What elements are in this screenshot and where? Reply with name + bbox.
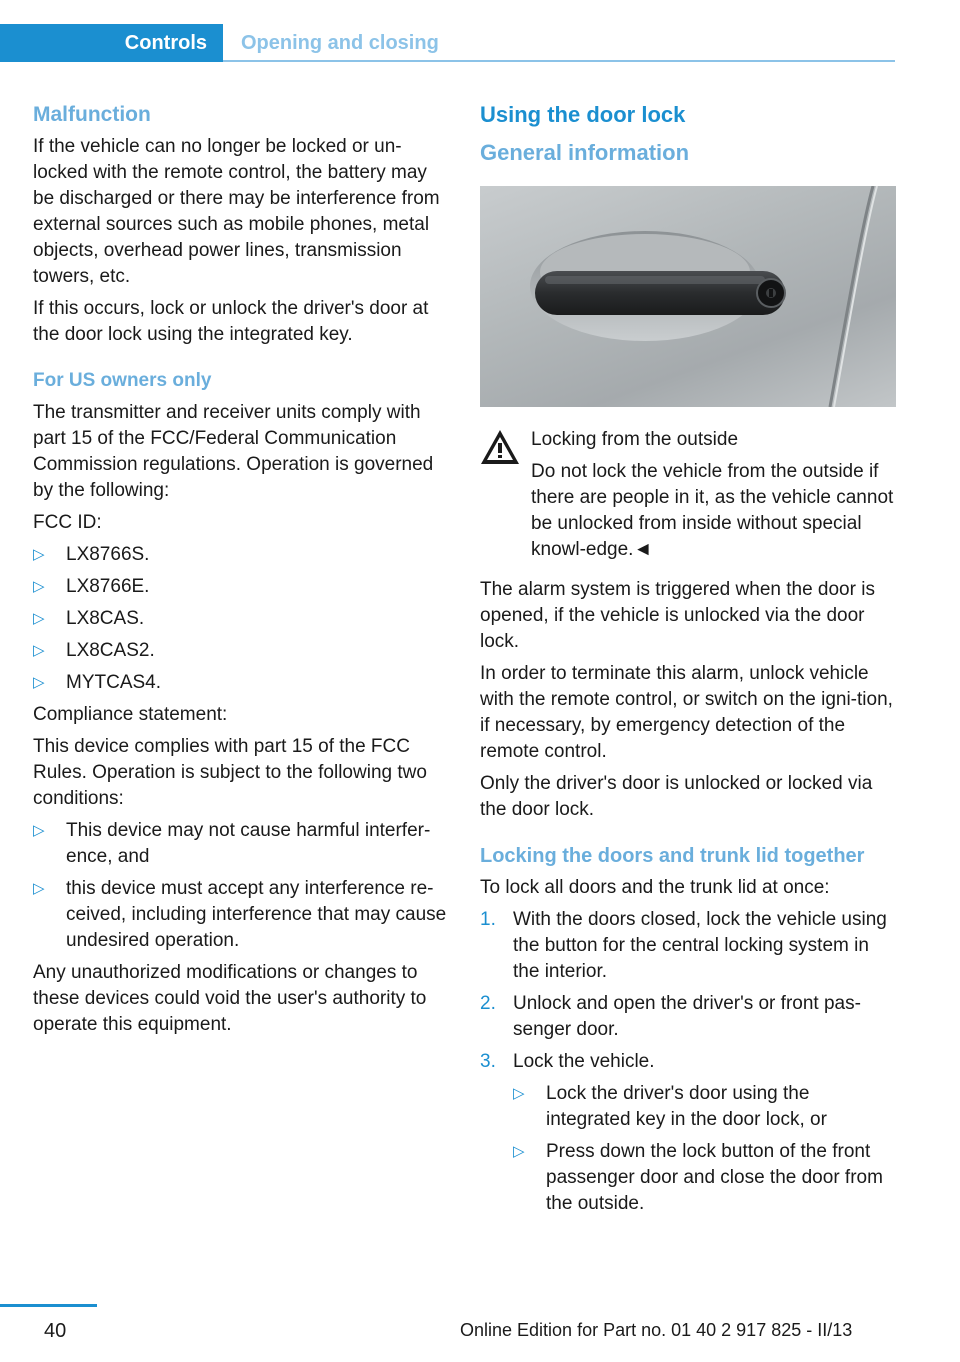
list-item: ▷ this device must accept any interference re-ceived, including interference that may cause undesired operation. — [33, 878, 447, 951]
conditions-list — [33, 818, 449, 954]
compliance-label: Compliance statement: — [33, 704, 228, 725]
step-number: 3. — [480, 1051, 496, 1072]
steps-list — [480, 907, 896, 1217]
door-handle-illustration — [480, 186, 896, 407]
list-item: ▷ LX8CAS2. — [33, 638, 449, 664]
section-tab: Controls — [0, 24, 223, 62]
general-info-heading: General information — [480, 140, 690, 165]
list-item: ▷ LX8766S. — [33, 542, 449, 568]
us-owners-paragraph: The transmitter and receiver units comply with part 15 of the FCC/Federal Communication Commission regulations. Operation is governed by the following: — [33, 402, 434, 501]
door-lock-heading: Using the door lock — [480, 102, 686, 127]
header-divider — [223, 60, 895, 62]
malfunction-heading: Malfunction — [33, 103, 151, 126]
left-column — [33, 102, 449, 1044]
page-header — [0, 24, 895, 62]
list-item: ▷ Lock the driver's door using the integrated key in the door lock, or — [513, 1083, 827, 1130]
triangle-right-icon: ▷ — [33, 674, 45, 691]
together-intro: To lock all doors and the trunk lid at once: — [480, 877, 830, 898]
list-item: ▷ LX8766E. — [33, 574, 449, 600]
warning-triangle-icon — [480, 429, 520, 465]
compliance-paragraph: This device complies with part 15 of the FCC Rules. Operation is subject to the following two conditions: — [33, 736, 427, 809]
step-number: 1. — [480, 909, 496, 930]
list-item: ▷ Press down the lock button of the front passenger door and close the door from the outside. — [513, 1141, 883, 1214]
malfunction-paragraph-2: If this occurs, lock or unlock the driver's door at the door lock using the integrated key. — [33, 298, 429, 345]
alarm-paragraph-1: The alarm system is triggered when the door is opened, if the vehicle is unlocked via the door lock. — [480, 579, 875, 652]
triangle-right-icon: ▷ — [33, 880, 45, 897]
us-owners-heading: For US owners only — [33, 370, 212, 391]
footer-divider — [0, 1304, 97, 1307]
right-column — [480, 102, 896, 1223]
triangle-right-icon: ▷ — [513, 1085, 525, 1102]
alarm-paragraph-2: In order to terminate this alarm, unlock vehicle with the remote control, or switch on the igni-tion, if necessary, by emergency detection of the remote control. — [480, 663, 893, 762]
together-heading: Locking the doors and trunk lid together — [480, 845, 865, 867]
edition-text: Online Edition for Part no. 01 40 2 917 825 - II/13 — [460, 1320, 853, 1340]
door-handle-image — [480, 186, 896, 407]
list-item: ▷ This device may not cause harmful interfer-ence, and — [33, 820, 431, 867]
warning-body: Do not lock the vehicle from the outside if there are people in it, as the vehicle cannot be unlocked from inside without special knowl-edge.◄ — [531, 461, 894, 560]
page-number: 40 — [44, 1320, 67, 1342]
alarm-paragraph-3: Only the driver's door is unlocked or locked via the door lock. — [480, 773, 873, 820]
list-item: 1. With the doors closed, lock the vehicle using the button for the central locking system in the interior. — [480, 909, 887, 982]
closing-paragraph: Any unauthorized modifications or changes to these devices could void the user's authority to operate this equipment. — [33, 962, 427, 1035]
triangle-right-icon: ▷ — [33, 578, 45, 595]
triangle-right-icon: ▷ — [33, 642, 45, 659]
list-item: 3. Lock the vehicle. ▷ Lock the driver's door using the integrated key in the door lock, or ▷ Press down the lock button of the front passenger door and close the door from the outside. — [480, 1049, 896, 1217]
malfunction-paragraph-1: If the vehicle can no longer be locked or un-locked with the remote control, the battery may be discharged or there may be interference from external sources such as mobile phones, metal objects, overhead power lines, transmission towers, etc. — [33, 136, 440, 287]
triangle-right-icon: ▷ — [33, 546, 45, 563]
list-item: 2. Unlock and open the driver's or front pas-senger door. — [480, 993, 861, 1040]
warning-block — [480, 427, 896, 563]
triangle-right-icon: ▷ — [513, 1143, 525, 1160]
step-number: 2. — [480, 993, 496, 1014]
fcc-id-list — [33, 542, 449, 696]
subsection-tab: Opening and closing — [241, 32, 439, 54]
step3-options-list — [513, 1081, 896, 1217]
list-item: ▷ LX8CAS. — [33, 606, 449, 632]
spacer — [480, 563, 896, 577]
triangle-right-icon: ▷ — [33, 610, 45, 627]
triangle-right-icon: ▷ — [33, 822, 45, 839]
fcc-id-label: FCC ID: — [33, 512, 102, 533]
list-item: ▷ MYTCAS4. — [33, 670, 449, 696]
warning-title: Locking from the outside — [531, 429, 739, 450]
